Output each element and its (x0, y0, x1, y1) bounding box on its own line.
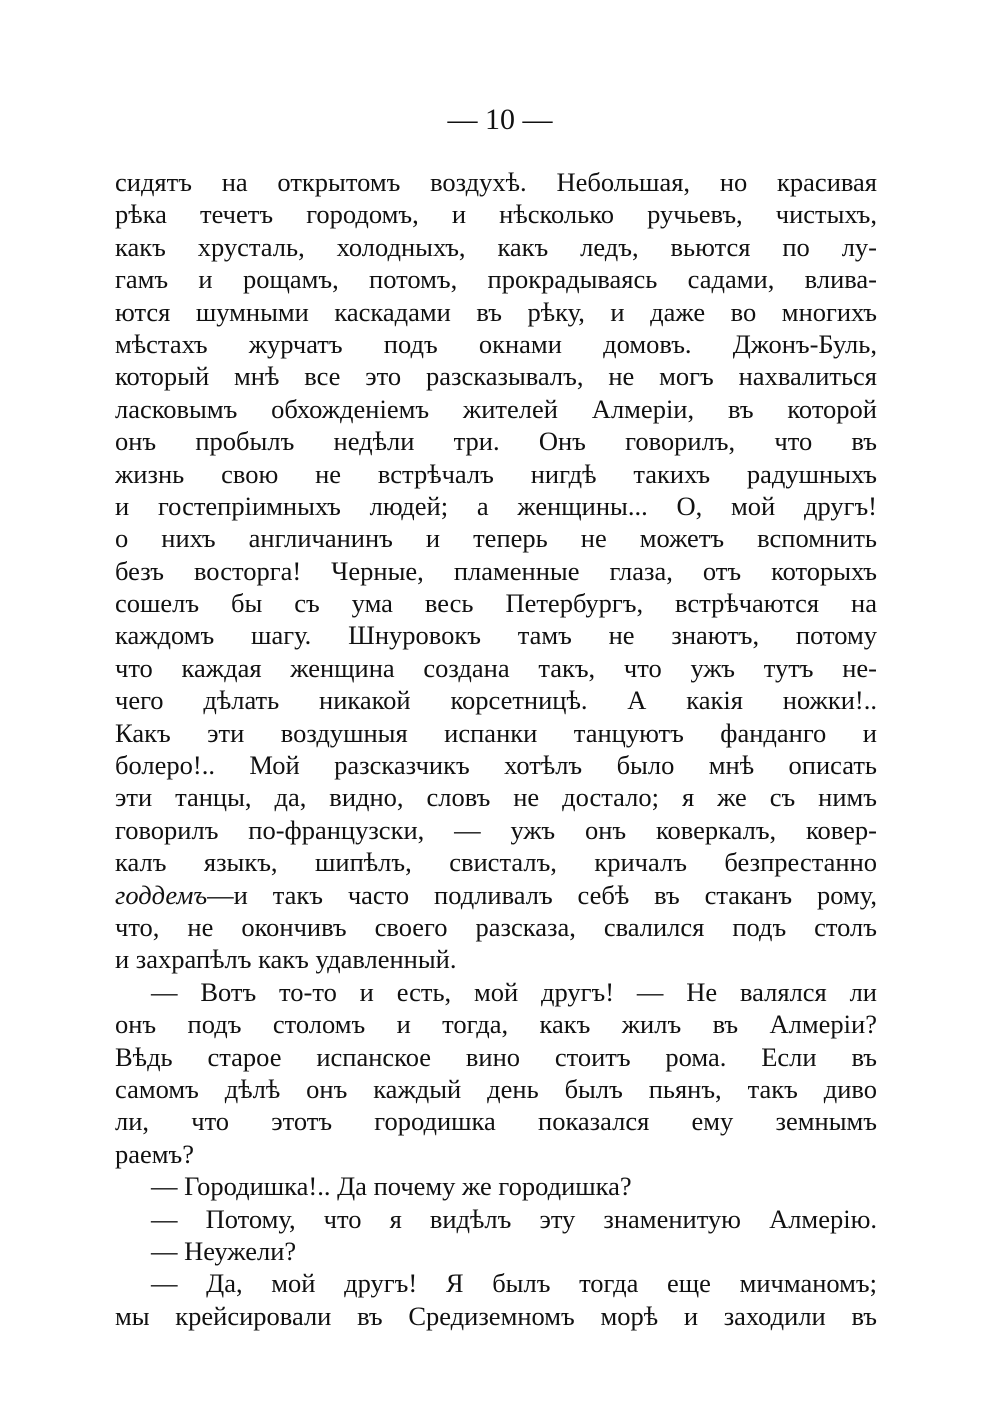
text-line: рѣка течетъ городомъ, и нѣсколько ручьевъ, чистыхъ, (115, 199, 877, 230)
text-line: эти танцы, да, видно, словъ не достало; я же съ нимъ (115, 782, 877, 813)
text-line: и захрапѣлъ какъ удавленный. (115, 944, 457, 975)
text-line: о нихъ англичанинъ и теперь не можетъ вспомнить (115, 523, 877, 554)
italic-word: годдемъ (115, 879, 208, 910)
text-line: — Неужели? (151, 1235, 297, 1266)
text-line: мѣстахъ журчатъ подъ окнами домовъ. Джонъ-Буль, (115, 328, 877, 359)
text-line: каждомъ шагу. Шнуровокъ тамъ не знаютъ, потому (115, 620, 877, 651)
text-line: болеро!.. Мой разсказчикъ хотѣлъ было мнѣ описать (115, 750, 877, 781)
text-line (115, 879, 877, 911)
text-line: ются шумными каскадами въ рѣку, и даже во многихъ (115, 296, 877, 327)
text-line: онъ подъ столомъ и тогда, какъ жилъ въ Алмеріи? (115, 1009, 877, 1040)
page-number: — 10 — (447, 103, 553, 136)
text-line: самомъ дѣлѣ онъ каждый день былъ пьянъ, такъ диво (115, 1073, 877, 1104)
text-line: ласковымъ обхожденіемъ жителей Алмеріи, въ которой (115, 393, 877, 424)
text-line: что, не окончивъ своего разсказа, свалился подъ столъ (115, 911, 877, 942)
text-line: жизнь свою не встрѣчалъ нигдѣ такихъ радушныхъ (115, 458, 877, 489)
text-line: сошелъ бы съ ума весь Петербургъ, встрѣчаются на (115, 588, 877, 619)
text-line: говорилъ по-французски, — ужъ онъ коверкалъ, ковер- (115, 814, 877, 845)
text-line: — Вотъ то-то и есть, мой другъ! — Не валялся ли (151, 976, 877, 1007)
text-line: что каждая женщина создана такъ, что ужъ тутъ не- (115, 652, 877, 683)
text-line: калъ языкъ, шипѣлъ, свисталъ, кричалъ безпрестанно (115, 847, 877, 878)
text-line: — Да, мой другъ! Я былъ тогда еще мичманомъ; (151, 1268, 877, 1299)
text-line: онъ пробылъ недѣли три. Онъ говорилъ, что въ (115, 426, 877, 457)
text-line: который мнѣ все это разсказывалъ, не могъ нахвалиться (115, 361, 877, 392)
body-text (115, 166, 877, 1332)
text-line: мы крейсировали въ Средиземномъ морѣ и заходили въ (115, 1300, 877, 1331)
text-line: ли, что этотъ городишка показался ему земнымъ (115, 1106, 877, 1137)
text-line-rest: —и такъ часто подливалъ себѣ въ стаканъ рому, (207, 879, 877, 910)
text-line: сидятъ на открытомъ воздухѣ. Небольшая, но красивая (115, 167, 877, 197)
text-line: раемъ? (115, 1138, 195, 1169)
text-line: гамъ и рощамъ, потомъ, прокрадываясь садами, влива- (115, 264, 877, 295)
text-line: чего дѣлать никакой корсетницѣ. А какія ножки!.. (115, 685, 877, 716)
text-line: — Потому, что я видѣлъ эту знаменитую Алмерію. (151, 1203, 877, 1234)
text-line: и гостепріимныхъ людей; а женщины... О, мой другъ! (115, 490, 877, 521)
text-line: Какъ эти воздушныя испанки танцуютъ фанданго и (115, 717, 877, 748)
text-line: Вѣдь старое испанское вино стоитъ рома. Если въ (115, 1041, 877, 1072)
text-line: безъ восторга! Черные, пламенные глаза, отъ которыхъ (115, 555, 877, 586)
text-line: — Городишка!.. Да почему же городишка? (151, 1171, 632, 1202)
text-line: какъ хрусталь, холодныхъ, какъ ледъ, вьются по лу- (115, 231, 877, 262)
